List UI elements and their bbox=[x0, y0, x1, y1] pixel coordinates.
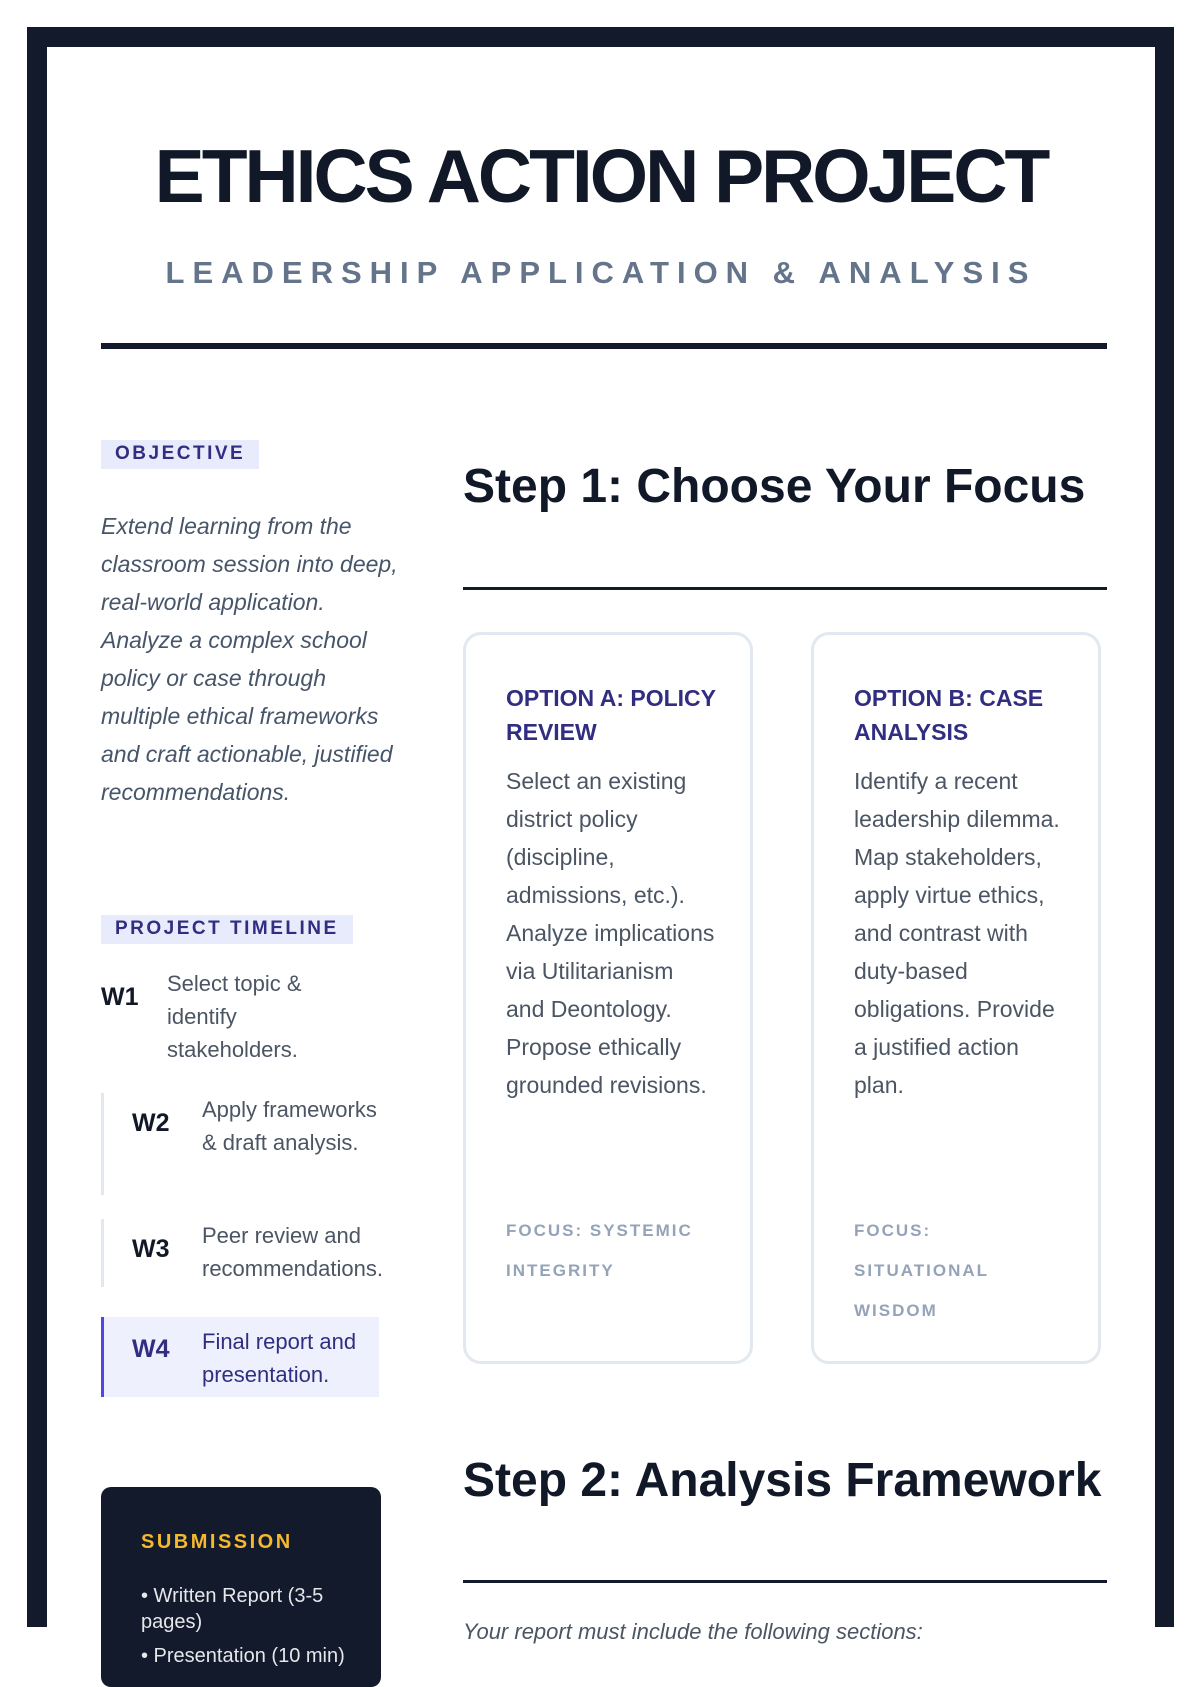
step2-heading: Step 2: Analysis Framework bbox=[463, 1454, 1102, 1507]
page-title: ETHICS ACTION PROJECT bbox=[154, 134, 1048, 218]
header-divider bbox=[101, 343, 1107, 349]
option-description: Identify a recent leadership dilemma. Map stakeholders, apply virtue ethics, and contrast with duty-based obligations. Provide a justified action plan. bbox=[854, 768, 1060, 1098]
submission-panel bbox=[101, 1487, 381, 1687]
option-a-card[interactable] bbox=[463, 632, 753, 1364]
page-frame bbox=[27, 27, 1174, 1667]
timeline-week: W4 bbox=[132, 1335, 170, 1363]
timeline-item-w2 bbox=[101, 1093, 376, 1195]
timeline-text: Apply frameworks & draft analysis. bbox=[202, 1097, 377, 1155]
document-sheet bbox=[47, 47, 1155, 1667]
option-description: Select an existing district policy (discipline, admissions, etc.). Analyze implications via Utilitarianism and Deontology. Propose ethically grounded revisions. bbox=[506, 768, 715, 1098]
step2-divider bbox=[463, 1580, 1107, 1583]
timeline-text: Select topic & identify stakeholders. bbox=[167, 971, 302, 1062]
objective-label: OBJECTIVE bbox=[101, 440, 259, 469]
step1-divider bbox=[463, 587, 1107, 590]
timeline-week: W3 bbox=[132, 1235, 170, 1263]
submission-item: • Written Report (3-5 pages) bbox=[141, 1585, 324, 1633]
step1-heading: Step 1: Choose Your Focus bbox=[463, 460, 1086, 513]
page-subtitle: LEADERSHIP APPLICATION & ANALYSIS bbox=[165, 255, 1037, 290]
timeline-week: W2 bbox=[132, 1109, 170, 1137]
timeline-week: W1 bbox=[101, 983, 139, 1011]
option-focus: FOCUS: SYSTEMIC INTEGRITY bbox=[506, 1221, 693, 1280]
option-title: OPTION B: CASE ANALYSIS bbox=[854, 685, 1044, 745]
option-focus: FOCUS: SITUATIONAL WISDOM bbox=[854, 1221, 989, 1320]
timeline-text: Peer review and recommendations. bbox=[202, 1223, 383, 1281]
objective-text: Extend learning from the classroom session into deep, real-world application. Analyze a complex school policy or case through multiple ethical frameworks and craft actionable, justified recommendations. bbox=[101, 513, 398, 805]
timeline-text: Final report and presentation. bbox=[202, 1329, 357, 1387]
option-title: OPTION A: POLICY REVIEW bbox=[506, 685, 716, 745]
submission-label: SUBMISSION bbox=[141, 1531, 293, 1553]
timeline-item-w4-current bbox=[101, 1317, 379, 1397]
submission-item: • Presentation (10 min) bbox=[141, 1645, 345, 1667]
timeline-item-w3 bbox=[101, 1219, 424, 1287]
timeline-label: PROJECT TIMELINE bbox=[101, 915, 353, 944]
step2-intro: Your report must include the following sections: bbox=[463, 1619, 923, 1644]
option-b-card[interactable] bbox=[811, 632, 1101, 1364]
